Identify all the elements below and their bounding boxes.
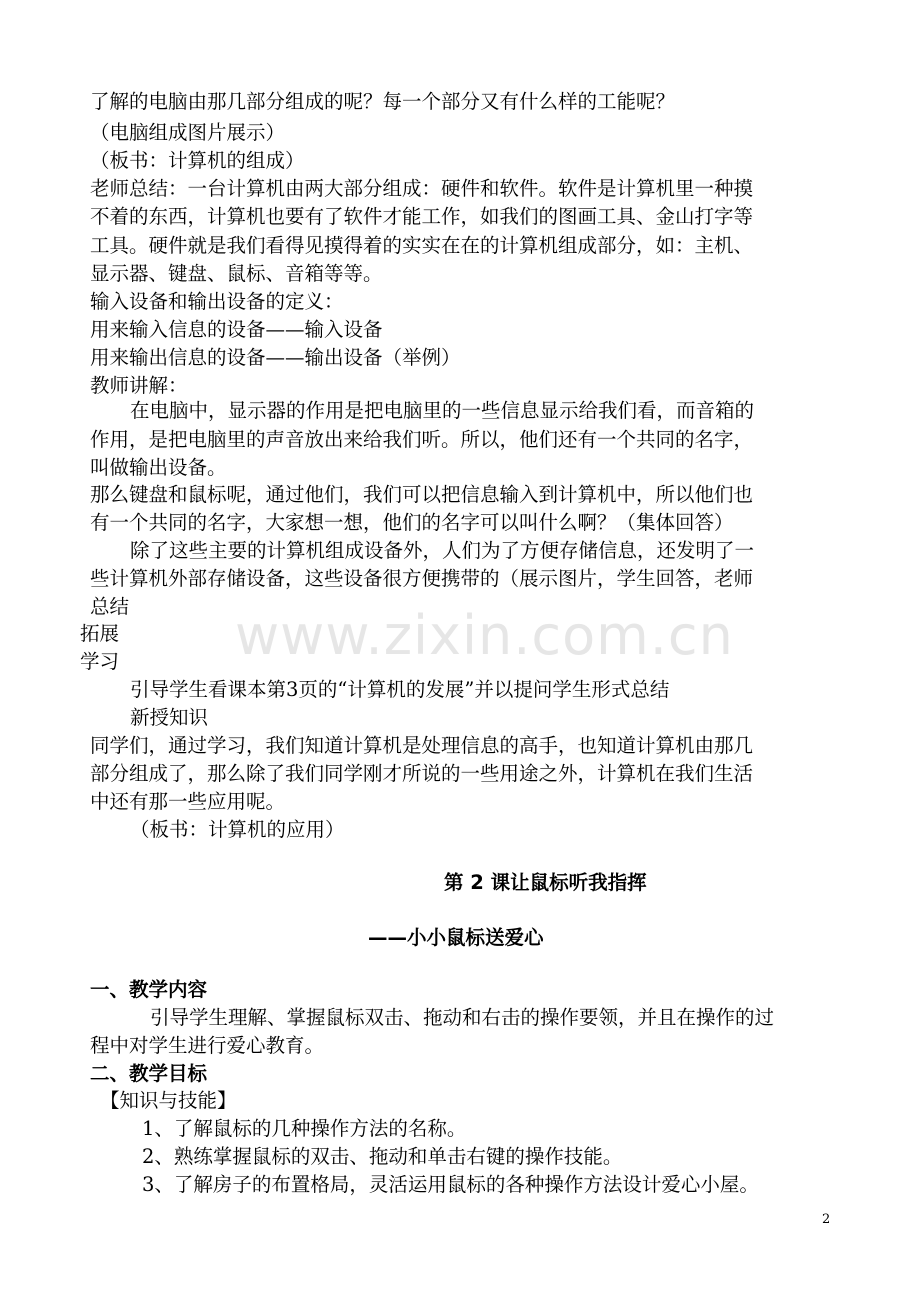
lesson-subtitle: ——小小鼠标送爱心 <box>368 926 544 949</box>
text-line: 在电脑中，显示器的作用是把电脑里的一些信息显示给我们看，而音箱的 <box>130 399 755 422</box>
watermark-text: www.zixin.com.cn <box>235 604 734 667</box>
text-line: 除了这些主要的计算机组成设备外，人们为了方便存储信息，还发明了一 <box>130 539 755 562</box>
list-item: 2、熟练掌握鼠标的双击、拖动和单击右键的操作技能。 <box>142 1145 623 1168</box>
section-heading: 一、教学内容 <box>90 978 208 1001</box>
list-item: 3、了解房子的布置格局，灵活运用鼠标的各种操作方法设计爱心小屋。 <box>142 1173 759 1196</box>
text-line: 些计算机外部存储设备，这些设备很方便携带的（展示图片，学生回答，老师 <box>90 567 754 590</box>
text-line: 用来输入信息的设备——输入设备 <box>90 318 383 341</box>
text-line: 了解的电脑由那几部分组成的呢？每一个部分又有什么样的工能呢？ <box>90 90 676 113</box>
subsection-heading: 【知识与技能】 <box>100 1089 237 1112</box>
text-line: 工具。硬件就是我们看得见摸得着的实实在在的计算机组成部分，如：主机、 <box>90 234 754 257</box>
text-line: 同学们，通过学习，我们知道计算机是处理信息的高手，也知道计算机由那几 <box>90 734 754 757</box>
text-line: （电脑组成图片展示） <box>90 121 286 144</box>
text-line: 作用，是把电脑里的声音放出来给我们听。所以，他们还有一个共同的名字， <box>90 428 754 451</box>
text-line: 用来输出信息的设备——输出设备（举例） <box>90 346 461 369</box>
text-line: 中还有那一些应用呢。 <box>90 790 286 813</box>
text-line: 不着的东西，计算机也要有了软件才能工作，如我们的图画工具、金山打字等 <box>90 205 754 228</box>
text-line: 程中对学生进行爱心教育。 <box>90 1034 325 1057</box>
text-line: 引导学生理解、掌握鼠标双击、拖动和右击的操作要领，并且在操作的过 <box>150 1006 775 1029</box>
text-line: （板书：计算机的组成） <box>90 149 305 172</box>
text-line: 那么键盘和鼠标呢，通过他们，我们可以把信息输入到计算机中，所以他们也 <box>90 483 754 506</box>
text-line: 有一个共同的名字，大家想一想，他们的名字可以叫什么啊？（集体回答） <box>90 511 734 534</box>
page-number: 2 <box>822 1212 831 1227</box>
text-line: 老师总结：一台计算机由两大部分组成：硬件和软件。软件是计算机里一种摸 <box>90 177 754 200</box>
text-line: （板书：计算机的应用） <box>130 818 345 841</box>
text-line: 叫做输出设备。 <box>90 456 227 479</box>
text-line: 学习 <box>80 650 120 673</box>
text-line: 拓展 <box>80 622 120 645</box>
text-line: 教师讲解： <box>90 374 188 397</box>
section-heading: 二、教学目标 <box>90 1062 208 1085</box>
list-item: 1、了解鼠标的几种操作方法的名称。 <box>142 1117 467 1140</box>
text-line: 引导学生看课本第3页的“计算机的发展”并以提问学生形式总结 <box>130 678 670 701</box>
text-line: 显示器、键盘、鼠标、音箱等等。 <box>90 262 383 285</box>
lesson-title: 第 2 课让鼠标听我指挥 <box>444 871 647 894</box>
text-line: 部分组成了，那么除了我们同学刚才所说的一些用途之外，计算机在我们生活 <box>90 762 754 785</box>
text-line: 输入设备和输出设备的定义： <box>90 290 344 313</box>
text-line: 新授知识 <box>130 706 209 729</box>
text-line: 总结 <box>90 595 130 618</box>
